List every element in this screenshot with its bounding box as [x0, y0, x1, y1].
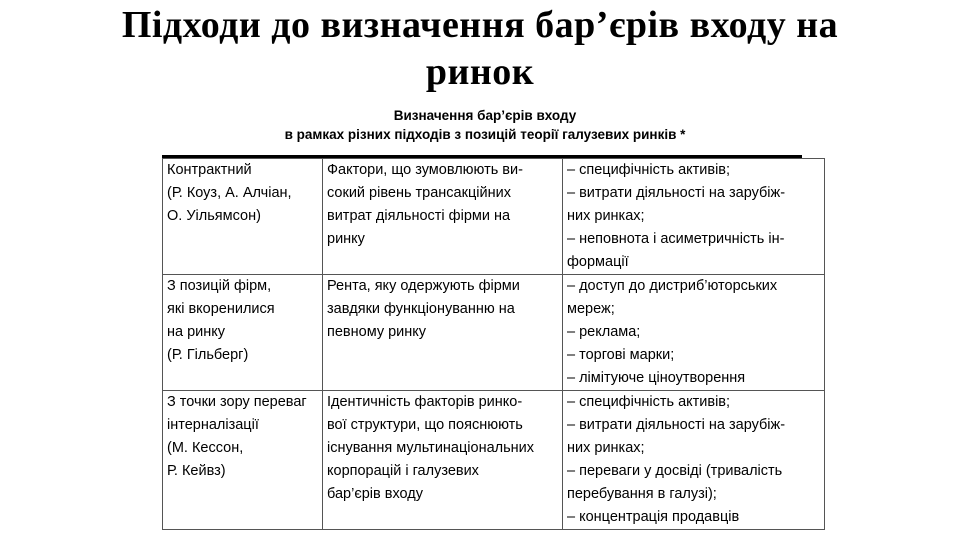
table-caption — [160, 106, 810, 144]
barrier-line: – лімітуюче ціноутворення — [567, 370, 746, 386]
approach-line: З точки зору переваг — [167, 394, 307, 410]
definition-line: ринку — [327, 231, 365, 247]
slide-title — [40, 2, 920, 96]
table-cell-approach — [163, 275, 323, 391]
approach-line: О. Уільямсон) — [167, 208, 261, 224]
table-cell-barriers — [563, 391, 825, 530]
definition-line: Ідентичність факторів ринко- — [327, 394, 523, 410]
barrier-line: перебування в галузі); — [567, 486, 717, 502]
definition-line: сокий рівень трансакційних — [327, 185, 511, 201]
barrier-line: них ринках; — [567, 440, 645, 456]
definition-line: Фактори, що зумовлюють ви- — [327, 162, 523, 178]
approach-line: на ринку — [167, 324, 226, 340]
definition-line: існування мультинаціональних — [327, 440, 535, 456]
barrier-line: – доступ до дистриб’юторських — [567, 278, 778, 294]
approach-line: які вкоренилися — [167, 301, 275, 317]
barrier-line: – специфічність активів; — [567, 394, 731, 410]
approach-line: З позицій фірм, — [167, 278, 272, 294]
table-caption-line-2: в рамках різних підходів з позицій теорії галузевих ринків * — [284, 127, 686, 142]
table-cell-barriers — [563, 159, 825, 275]
barrier-line: – концентрація продавців — [567, 509, 740, 525]
approach-line: (М. Кессон, — [167, 440, 244, 456]
barrier-line: формації — [567, 254, 629, 270]
definition-line: Рента, яку одержують фірми — [327, 278, 520, 294]
approach-line: Контрактний — [167, 162, 252, 178]
table-caption-line-1: Визначення бар’єрів входу — [393, 108, 577, 123]
barrier-line: – переваги у досвіді (тривалість — [567, 463, 783, 479]
barrier-line: них ринках; — [567, 208, 645, 224]
approaches-table — [162, 158, 825, 530]
barrier-line: – витрати діяльності на зарубіж- — [567, 185, 786, 201]
definition-line: витрат діяльності фірми на — [327, 208, 511, 224]
table-cell-barriers — [563, 275, 825, 391]
slide-title-line-1: Підходи до визначення бар’єрів входу на — [121, 4, 839, 46]
table-cell-definition — [323, 275, 563, 391]
table-cell-definition — [323, 159, 563, 275]
table-cell-definition — [323, 391, 563, 530]
barrier-line: – специфічність активів; — [567, 162, 731, 178]
slide-title-line-2: ринок — [425, 51, 535, 93]
barrier-line: – реклама; — [567, 324, 641, 340]
approach-line: (Р. Коуз, А. Алчіан, — [167, 185, 292, 201]
definition-line: певному ринку — [327, 324, 427, 340]
approach-line: Р. Кейвз) — [167, 463, 226, 479]
table-row — [163, 275, 825, 391]
table-cell-approach — [163, 391, 323, 530]
table-row — [163, 391, 825, 530]
approaches-table-container — [162, 155, 826, 530]
barrier-line: – витрати діяльності на зарубіж- — [567, 417, 786, 433]
definition-line: завдяки функціонуванню на — [327, 301, 515, 317]
definition-line: корпорацій і галузевих — [327, 463, 479, 479]
approach-line: інтерналізації — [167, 417, 259, 433]
table-row — [163, 159, 825, 275]
barrier-line: – неповнота і асиметричність ін- — [567, 231, 785, 247]
barrier-line: мереж; — [567, 301, 615, 317]
definition-line: вої структури, що пояснюють — [327, 417, 523, 433]
approach-line: (Р. Гільберг) — [167, 347, 249, 363]
definition-line: бар’єрів входу — [327, 486, 423, 502]
barrier-line: – торгові марки; — [567, 347, 675, 363]
table-cell-approach — [163, 159, 323, 275]
